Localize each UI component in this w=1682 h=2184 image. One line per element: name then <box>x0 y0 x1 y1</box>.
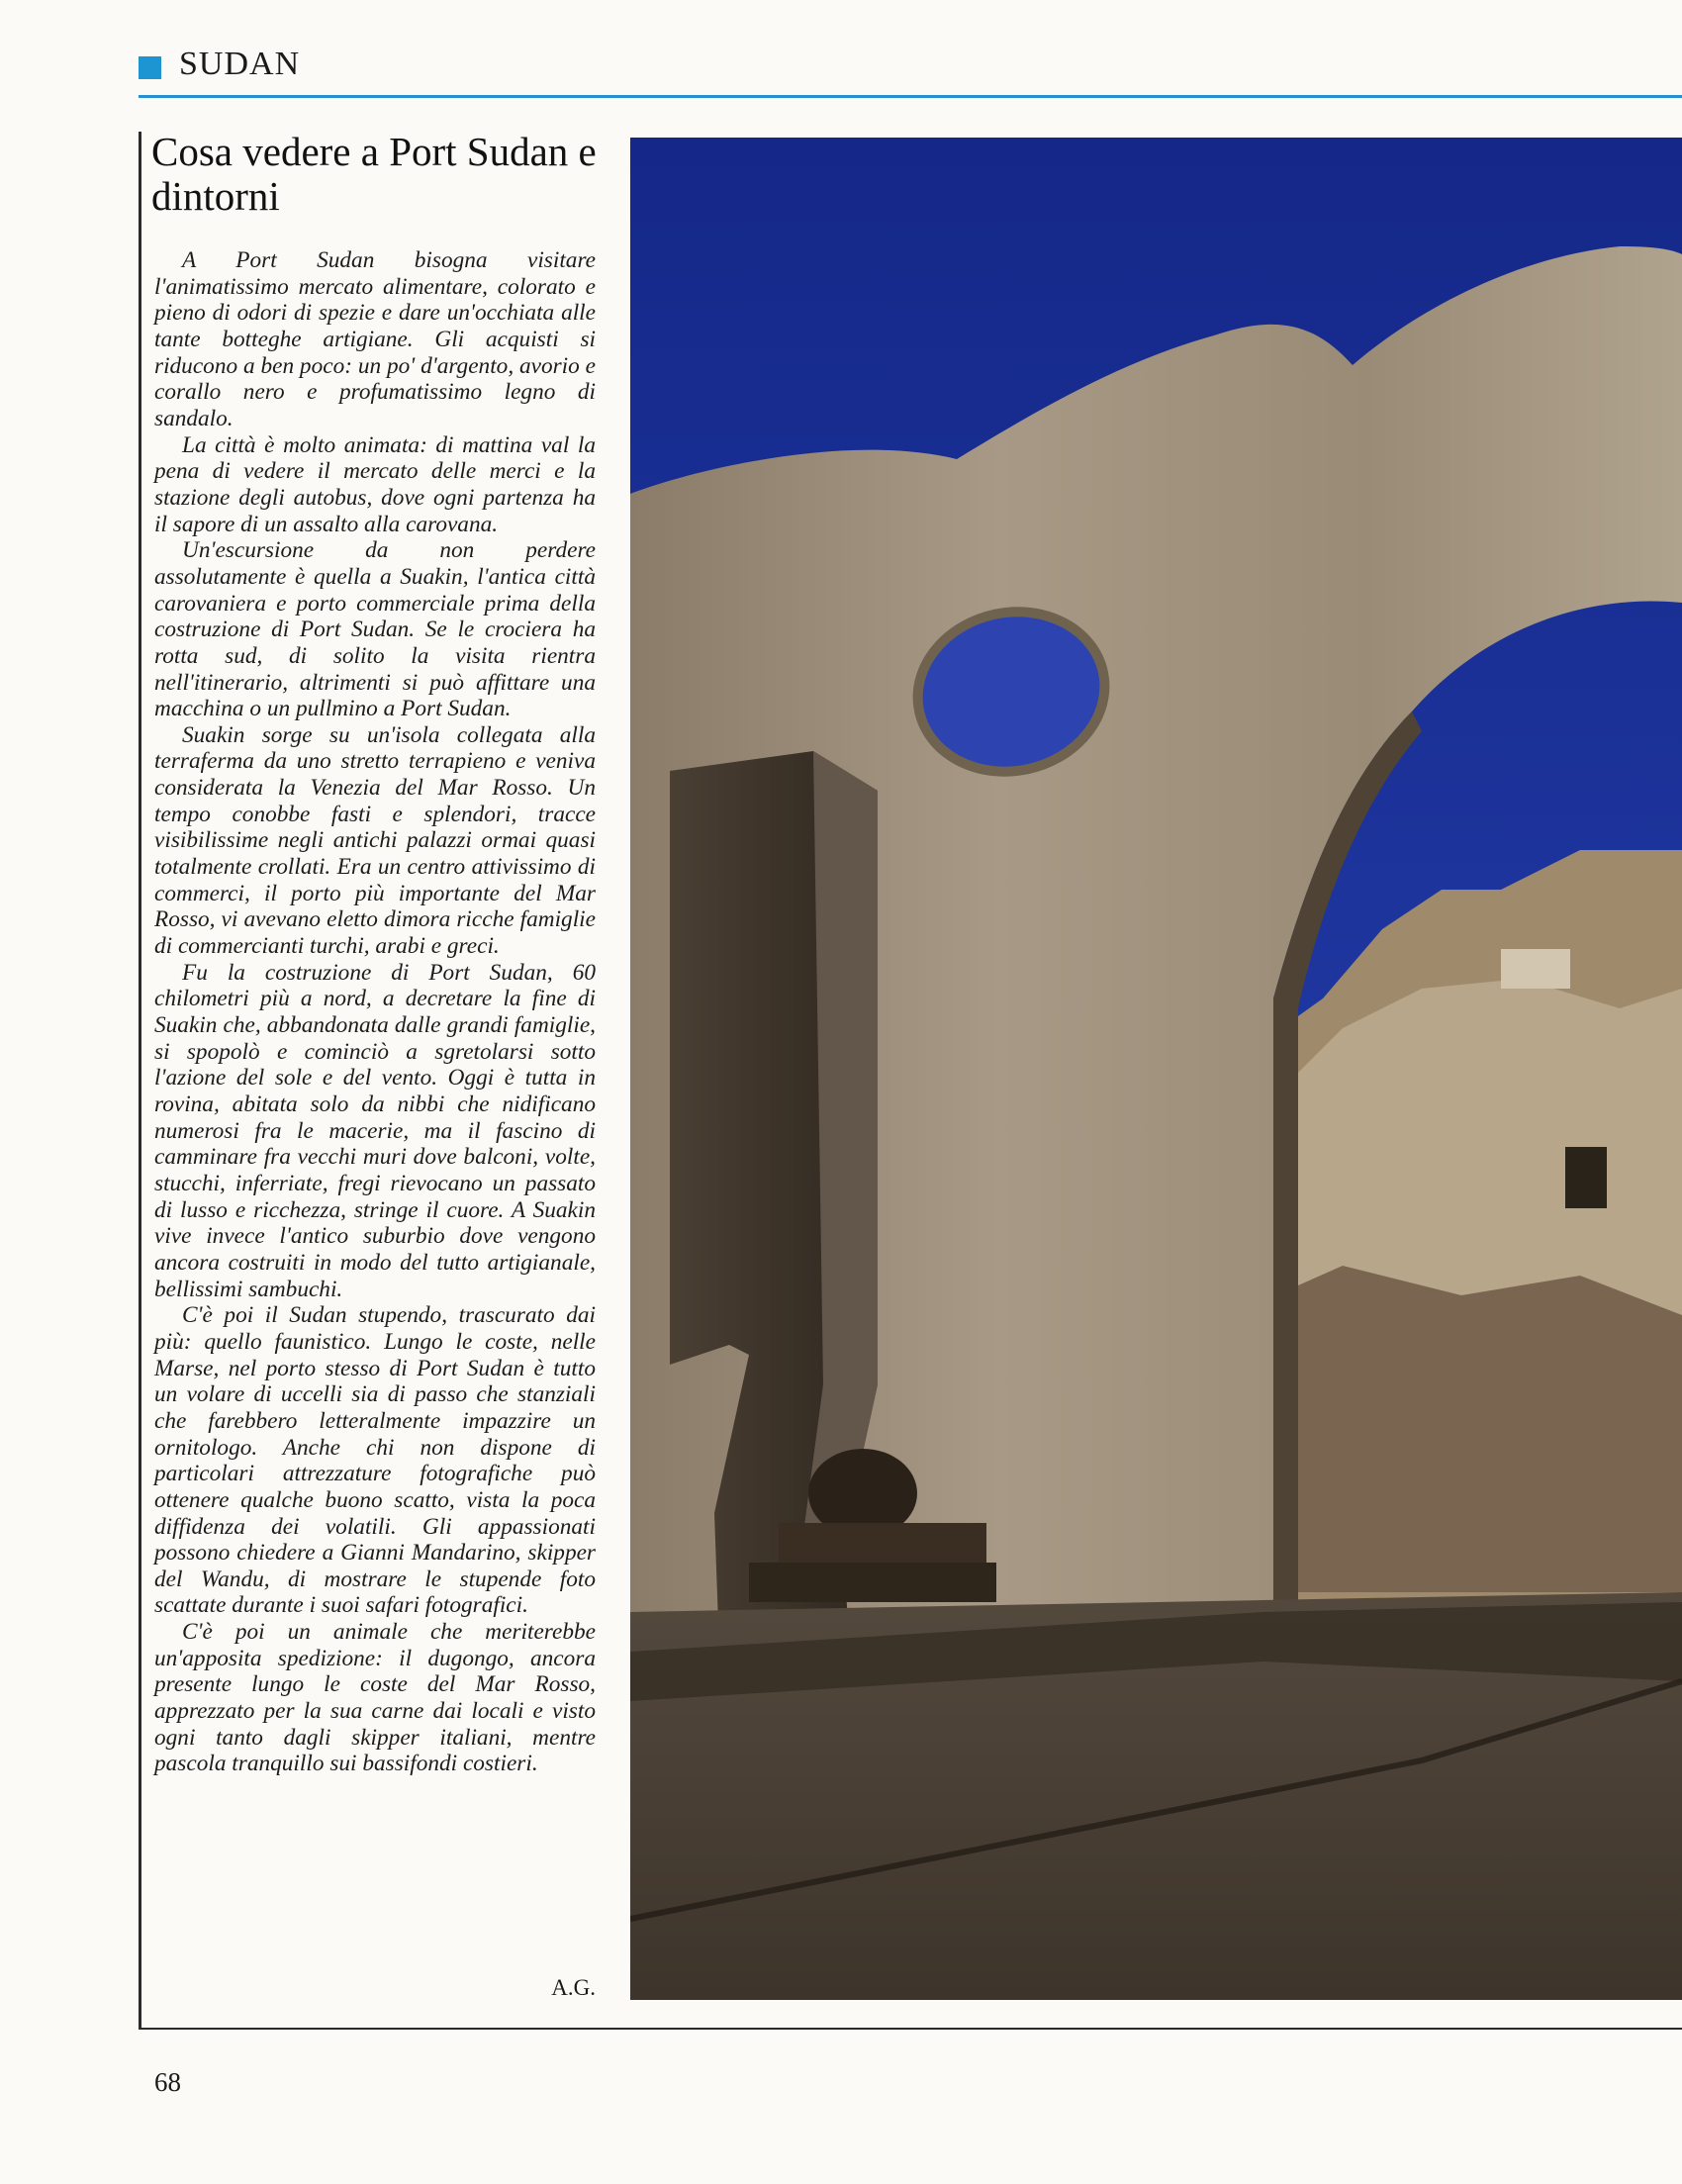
section-label: SUDAN <box>179 46 301 82</box>
photo-suakin-arch <box>630 138 1682 2000</box>
page-number: 68 <box>154 2067 181 2097</box>
paragraph-excursion: Un'escursione da non perdere assolutamente è quella a Suakin, l'antica città carovaniera e porto commerciale prima della costruzione di Port Sudan. Se le crociera ha rotta sud, di solito la visita rientra nell'itinerario, altrimenti si può affittare una macchina o un pullmino a Port Sudan. <box>154 537 596 722</box>
article-body <box>154 247 596 1777</box>
article-title: Cosa vedere a Port Sudan e dintorni <box>151 129 597 219</box>
frame-bottom-rule <box>139 2028 1682 2030</box>
author-signature: A.G. <box>551 1975 596 2000</box>
header-rule <box>139 95 1682 98</box>
photo-suakin-arch-ruins-icon <box>630 138 1682 2000</box>
paragraph-suakin: Suakin sorge su un'isola collegata alla terraferma da uno stretto terrapieno e veniva considerata la Venezia del Mar Rosso. Un tempo conobbe fasti e splendori, tracce visibilissime negli antichi palazzi ormai quasi totalmente crollati. Era un centro attivissimo di commerci, il porto più importante del Mar Rosso, vi avevano eletto dimora ricche famiglie di commercianti turchi, arabi e greci. <box>154 721 596 960</box>
frame-left-rule <box>139 132 141 2030</box>
paragraph-decline: Fu la costruzione di Port Sudan, 60 chilometri più a nord, a decretare la fine di Suakin che, abbandonata dalle grandi famiglie, si spopolò e cominciò a sgretolarsi sotto l'azione del sole e del vento. Oggi è tutta in rovina, abitata solo da nibbi che nidificano numerosi fra le macerie, ma il fascino di camminare fra vecchi muri dove balconi, volte, stucchi, inferriate, fregi rievocano un passato di lusso e ricchezza, stringe il cuore. A Suakin vive invece l'antico suburbio dove vengono ancora costruiti in modo del tutto artigianale, bellissimi sambuchi. <box>154 959 596 1302</box>
paragraph-fauna: C'è poi il Sudan stupendo, trascurato dai più: quello faunistico. Lungo le coste, nelle Marse, nel porto stesso di Port Sudan è tutto un volare di uccelli sia di passo che stanziali che farebbero letteralmente impazzire un ornitologo. Anche chi non dispone di particolari attrezzature fotografiche può ottenere qualche buono scatto, vista la poca diffidenza dei volatili. Gli appassionati possono chiedere a Gianni Mandarino, skipper del Wandu, di mostrare le stupende foto scattate durante i suoi safari fotografici. <box>154 1302 596 1619</box>
paragraph-city: La città è molto animata: di mattina val la pena di vedere il mercato delle merci e la stazione degli autobus, dove ogni partenza ha il sapore di un assalto alla carovana. <box>154 431 596 537</box>
paragraph-market: A Port Sudan bisogna visitare l'animatissimo mercato alimentare, colorato e pieno di odori di spezie e dare un'occhiata alle tante botteghe artigiane. Gli acquisti si riducono a ben poco: un po' d'argento, avorio e corallo nero e profumatissimo legno di sandalo. <box>154 247 596 431</box>
section-marker <box>139 56 161 79</box>
paragraph-dugong: C'è poi un animale che meriterebbe un'apposita spedizione: il dugongo, ancora presente lungo le coste del Mar Rosso, apprezzato per la sua carne dai locali e visto ogni tanto dagli skipper italiani, mentre pascola tranquillo sui bassifondi costieri. <box>154 1619 596 1777</box>
